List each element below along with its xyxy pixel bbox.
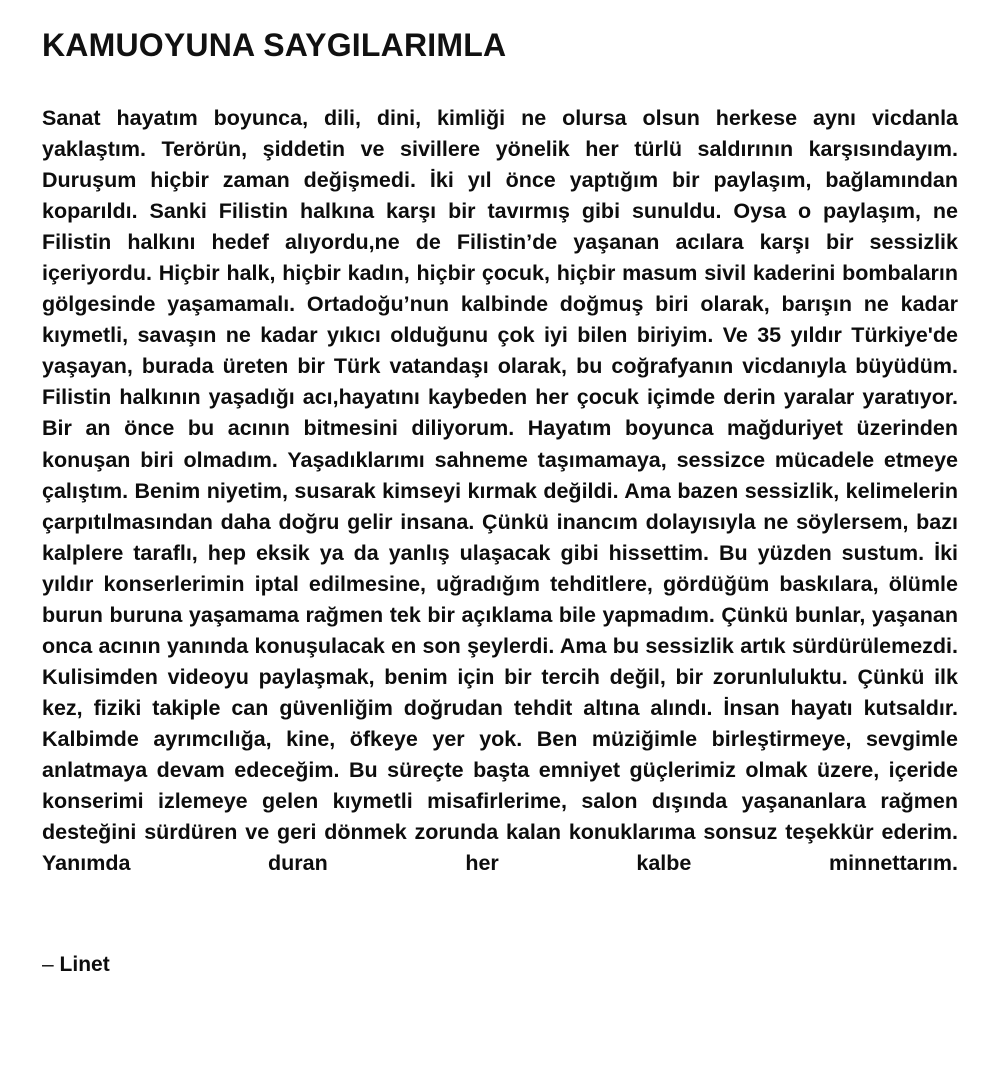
signature	[42, 952, 958, 978]
statement-body	[42, 0, 958, 978]
page-title: KAMUOYUNA SAYGILARIMLA	[42, 27, 507, 63]
signature-dash: –	[42, 953, 54, 977]
statement-paragraph: Sanat hayatım boyunca, dili, dini, kimliği ne olursa olsun herkese aynı vicdanla yaklaştım. Terörün, şiddetin ve sivillere yönelik her türlü saldırının karşısındayım. Duruşum hiçbir zaman değişmedi. İki yıl önce yaptığım bir paylaşım, bağlamından koparıldı. Sanki Filistin halkına karşı bir tavırmış gibi sunuldu. Oysa o paylaşım, ne Filistin halkını hedef alıyordu,ne de Filistin’de yaşanan acılara karşı bir sessizlik içeriyordu. Hiçbir halk, hiçbir kadın, hiçbir çocuk, hiçbir masum sivil kaderini bombaların gölgesinde yaşamamalı. Ortadoğu’nun kalbinde doğmuş biri olarak, barışın ne kadar kıymetli, savaşın ne kadar yıkıcı olduğunu çok iyi bilen biriyim. Ve 35 yıldır Türkiye'de yaşayan, burada üreten bir Türk vatandaşı olarak, bu coğrafyanın vicdanıyla büyüdüm. Filistin halkının yaşadığı acı,hayatını kaybeden her çocuk içimde derin yaralar yaratıyor. Bir an önce bu acının bitmesini diliyorum. Hayatım boyunca mağduriyet üzerinden konuşan biri olmadım. Yaşadıklarımı sahneme taşımamaya, sessizce mücadele etmeye çalıştım. Benim niyetim, susarak kimseyi kırmak değildi. Ama bazen sessizlik, kelimelerin çarpıtılmasından daha doğru gelir insana. Çünkü inancım dolayısıyla ne söylersem, bazı kalplere taraflı, hep eksik ya da yanlış ulaşacak gibi hissettim. Bu yüzden sustum. İki yıldır konserlerimin iptal edilmesine, uğradığım tehditlere, gördüğüm baskılara, ölümle burun buruna yaşamama rağmen tek bir açıklama bile yapmadım. Çünkü bunlar, yaşanan onca acının yanında konuşulacak en son şeylerdi. Ama bu sessizlik artık sürdürülemezdi. Kulisimden videoyu paylaşmak, benim için bir tercih değil, bir zorunluluktu. Çünkü ilk kez, fiziki takiple can güvenliğim doğrudan tehdit altına alındı. İnsan hayatı kutsaldır. Kalbimde ayrımcılığa, kine, öfkeye yer yok. Ben müziğimle birleştirmeye, sevgimle anlatmaya devam edeceğim. Bu süreçte başta emniyet güçlerimiz olmak üzere, içeride konserimi izlemeye gelen kıymetli misafirlerime, salon dışında yaşananlara rağmen desteğini sürdüren ve geri dönmek zorunda kalan konuklarıma sonsuz teşekkür ederim. Yanımda duran her kalbe minnettarım.	[42, 106, 958, 876]
signature-name: Linet	[59, 953, 110, 977]
